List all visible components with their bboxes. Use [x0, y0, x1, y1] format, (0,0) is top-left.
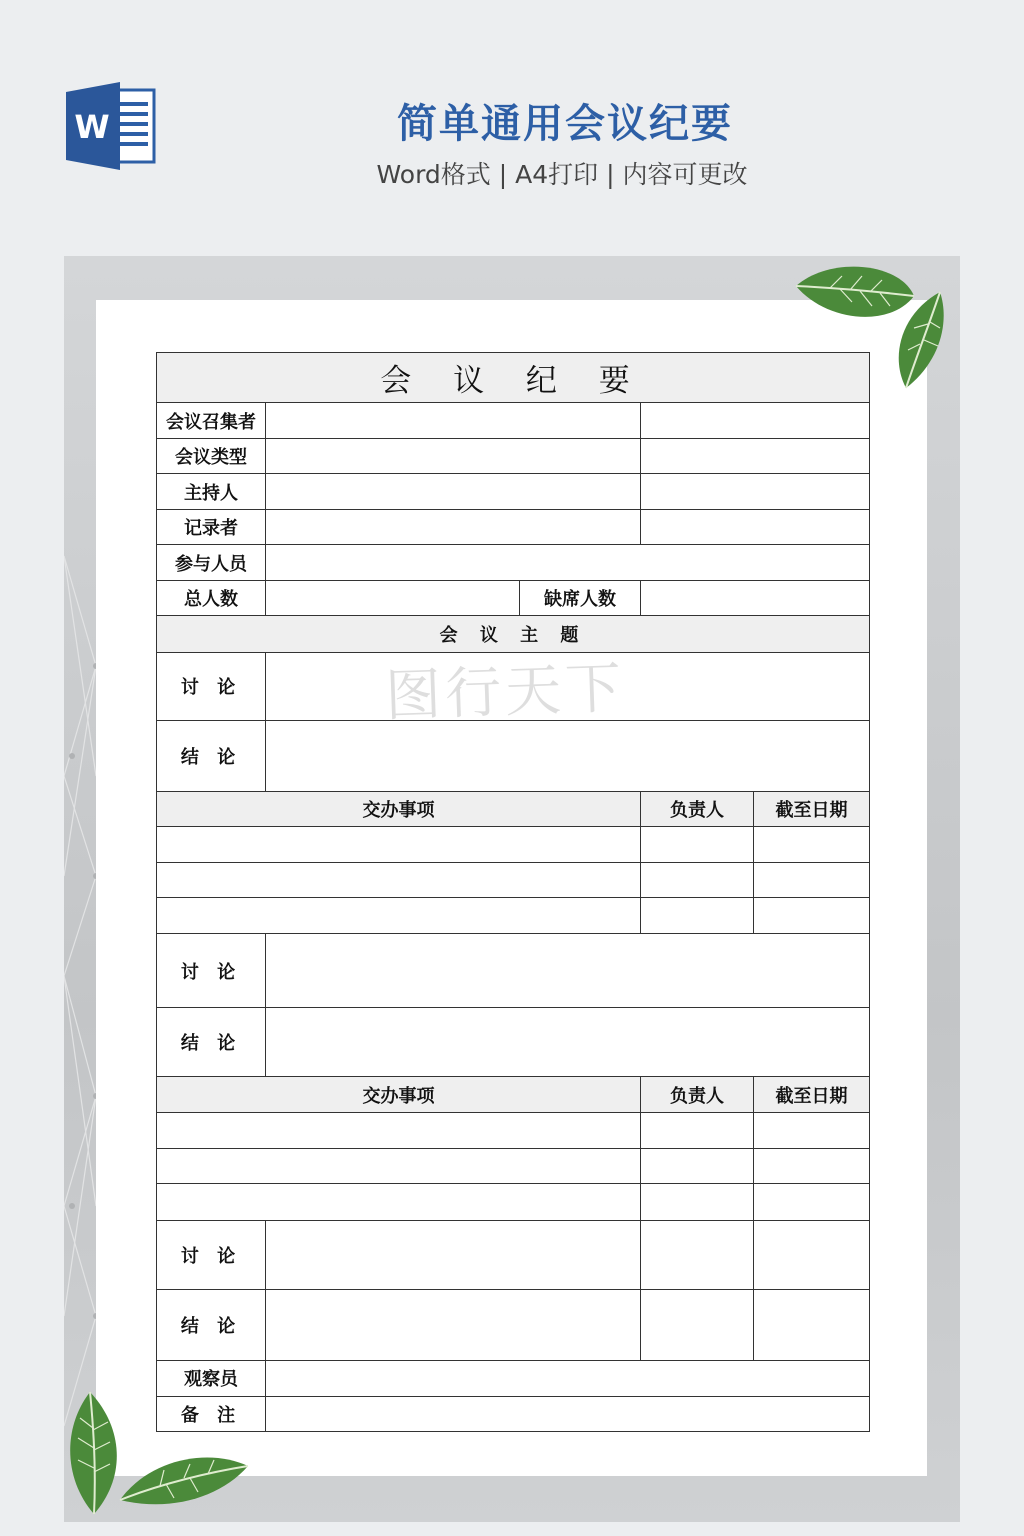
- header-task-owner: 负责人: [641, 791, 754, 826]
- label-conclusion: 结 论: [157, 1008, 266, 1077]
- label-remarks: 备 注: [157, 1396, 266, 1431]
- label-host: 主持人: [157, 474, 266, 510]
- label-convener: 会议召集者: [157, 403, 266, 439]
- field-total[interactable]: [266, 581, 520, 616]
- task-deadline-cell[interactable]: [754, 1184, 870, 1220]
- task-deadline-cell[interactable]: [754, 862, 870, 897]
- header-task-item: 交办事项: [157, 1077, 641, 1113]
- task-item-cell[interactable]: [157, 897, 641, 933]
- label-discussion: 讨 论: [157, 934, 266, 1008]
- field-observer[interactable]: [266, 1360, 870, 1396]
- label-absent: 缺席人数: [520, 581, 641, 616]
- field-discussion[interactable]: [266, 1220, 641, 1289]
- task-item-cell[interactable]: [157, 862, 641, 897]
- field-recorder[interactable]: [266, 510, 641, 545]
- field-recorder-extra[interactable]: [641, 510, 870, 545]
- field-remarks[interactable]: [266, 1396, 870, 1431]
- task-item-cell[interactable]: [157, 826, 641, 862]
- field-host[interactable]: [266, 474, 641, 510]
- label-meeting-type: 会议类型: [157, 439, 266, 474]
- task-owner-cell[interactable]: [641, 862, 754, 897]
- page-title: 简单通用会议纪要: [397, 101, 733, 147]
- field-convener[interactable]: [266, 403, 641, 439]
- label-discussion: 讨 论: [157, 652, 266, 720]
- header-task-owner: 负责人: [641, 1077, 754, 1113]
- task-owner-cell[interactable]: [641, 826, 754, 862]
- label-conclusion: 结 论: [157, 1289, 266, 1360]
- task-owner-cell[interactable]: [641, 1184, 754, 1220]
- field-meeting-type[interactable]: [266, 439, 641, 474]
- field-conclusion-owner[interactable]: [641, 1289, 754, 1360]
- logo-letter: W: [74, 108, 110, 146]
- task-owner-cell[interactable]: [641, 897, 754, 933]
- label-total: 总人数: [157, 581, 266, 616]
- field-conclusion[interactable]: [266, 1008, 870, 1077]
- form-title: 会 议 纪 要: [157, 353, 870, 403]
- label-recorder: 记录者: [157, 510, 266, 545]
- field-convener-extra[interactable]: [641, 403, 870, 439]
- label-participants: 参与人员: [157, 545, 266, 581]
- watermark-text: 图行天下: [384, 655, 627, 730]
- task-owner-cell[interactable]: [641, 1149, 754, 1184]
- label-discussion: 讨 论: [157, 1220, 266, 1289]
- label-conclusion: 结 论: [157, 720, 266, 791]
- field-participants[interactable]: [266, 545, 870, 581]
- field-discussion-deadline[interactable]: [754, 1220, 870, 1289]
- page-subtitle: Word格式 | A4打印 | 内容可更改: [376, 160, 748, 189]
- field-meeting-type-extra[interactable]: [641, 439, 870, 474]
- task-item-cell[interactable]: [157, 1184, 641, 1220]
- field-discussion-owner[interactable]: [641, 1220, 754, 1289]
- meeting-minutes-form: [156, 352, 870, 1432]
- field-conclusion[interactable]: [266, 720, 870, 791]
- header-task-deadline: 截至日期: [754, 1077, 870, 1113]
- field-discussion[interactable]: [266, 652, 870, 720]
- task-item-cell[interactable]: [157, 1113, 641, 1149]
- field-conclusion[interactable]: [266, 1289, 641, 1360]
- task-owner-cell[interactable]: [641, 1113, 754, 1149]
- task-deadline-cell[interactable]: [754, 1149, 870, 1184]
- field-absent[interactable]: [641, 581, 870, 616]
- task-item-cell[interactable]: [157, 1149, 641, 1184]
- label-observer: 观察员: [157, 1360, 266, 1396]
- task-deadline-cell[interactable]: [754, 826, 870, 862]
- header-task-deadline: 截至日期: [754, 791, 870, 826]
- header-task-item: 交办事项: [157, 791, 641, 826]
- section-topic-header: 会 议 主 题: [157, 616, 870, 652]
- field-conclusion-deadline[interactable]: [754, 1289, 870, 1360]
- field-discussion[interactable]: [266, 934, 870, 1008]
- task-deadline-cell[interactable]: [754, 897, 870, 933]
- field-host-extra[interactable]: [641, 474, 870, 510]
- task-deadline-cell[interactable]: [754, 1113, 870, 1149]
